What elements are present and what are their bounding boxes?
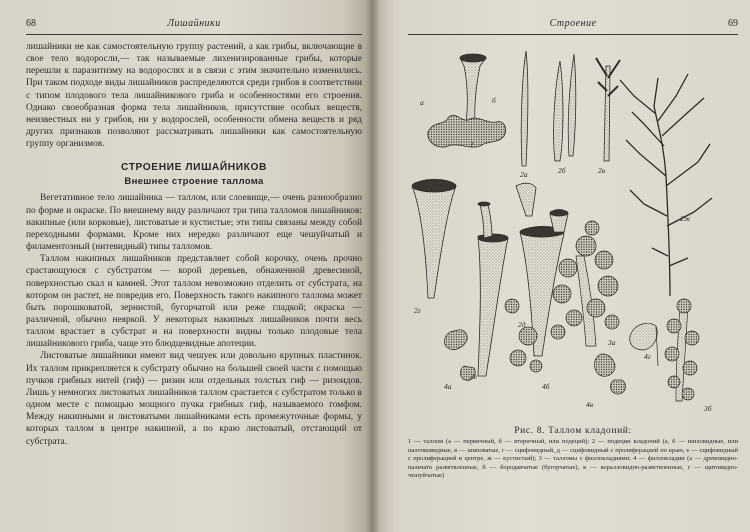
paragraph-thallus-types: Вегетативное тело лишайника — таллом, или слоевище,— очень разнообразно по форме и окраске. По внешнему виду различают три типа талломов лишайников: накипные (или корковые), листоватые и кустистые; эти типы связаны между собой переходными формами. Кроме них нередко различают еще чешуйчатый и филаментозный (нитевидный) типы талломов. [26, 193, 362, 253]
right-page [372, 0, 750, 532]
right-page-header [408, 16, 738, 35]
drawing-2v-podetium [596, 58, 620, 161]
label-4a: 4а [444, 382, 452, 391]
figure-illustration [408, 36, 738, 426]
label-2e: 2е [470, 372, 478, 381]
label-1: 1 [470, 140, 474, 149]
label-3b: 3б [704, 404, 712, 413]
paragraph-crustose: Таллом накипных лишайников представляет собой корочку, очень прочно срастающуюся с субстратом — корой деревьев, обнаженной древесиной, поверхностью скал и камней. Этот таллом невозможно отделить от субстрата, на котором он растет, не повредив его. Поверхность такого накипного таллома может быть порошковатой, зернистой, бугорчатой или реже гладкой; окраска — различной, обычно неяркой. У некоторых накипных лишайников почти весь таллом врастает в субстрат и на поверхности видны только плодовые тела лишайникового гриба, чаще это блюдцевидные апотеции. [26, 254, 362, 350]
label-a: а [420, 98, 424, 107]
paragraph-intro: лишайники не как самостоятельную группу растений, а как грибы, включающие в свое тело водоросли,— так называемые лихенизированные грибы, которые перешли к паразитизму на водорослях и в связи с этим значительно изменились. При таком подходе виды лишайников распределяются среди грибов в соответствии с типом плодового тела лишайникового гриба и особенностями его строения. Однако своеобразная форма тела лишайников, присутствие особых веществ, неизвестных ни у грибов, ни у водорослей, особенности обмена веществ и ряд других признаков позволяют рассматривать лишайники как самостоятельную группу организмов. [26, 42, 362, 150]
label-2v: 2в [598, 166, 606, 175]
section-title: СТРОЕНИЕ ЛИШАЙНИКОВ [121, 162, 267, 174]
label-3a: 3а [608, 338, 616, 347]
drawing-2b-podetium [554, 54, 576, 161]
drawing-2zh-shrubby [620, 74, 712, 296]
book-gutter [366, 0, 380, 532]
right-running-head: Строение [549, 18, 597, 29]
drawing-2g-cup [412, 179, 456, 298]
subsection-title: Внешнее строение таллома [124, 176, 264, 188]
label-4b: 4б [542, 382, 550, 391]
drawing-4v-phyllocladia [595, 354, 626, 394]
figure-caption-body: 1 — таллом (а — первичный, б — вторичный, или подеций); 2 — подеции кладоний (а, б — шиловидные, или палочковидные, в — шиповатые, г — сцифовидный, д — сцифовидный с пролиферацией по краю, е — сцифовидный с пролиферацией в центре, ж — кустистый); 3 — талломы с филлокладиями; 4 — филлокладии (а — древовидно-пальчато разветвленные, б — бородавчатые (бугорчатые), в — коралловидно-разветвленные, г — щитовидно-чешуйчатые) [408, 438, 738, 479]
left-page [0, 0, 372, 532]
left-page-header [26, 16, 362, 35]
label-2g: 2г [414, 306, 421, 315]
figure-cladonia-thallus [408, 36, 738, 426]
paragraph-foliose: Листоватые лишайники имеют вид чешуек или довольно крупных пластинок. Их таллом прикрепляется к субстрату обычно на большей своей части с помощью пучков грибных нитей (гиф) — ризин или отдельных толстых гиф — ризоидов. Лишь у немногих листоватых лишайников таллом срастается с субстратом только в одном месте с помощью мощного пучка грибных гиф, называемого гомфом. Между накипными и листоватыми лишайниками есть промежуточные формы, у которых таллом в центре накипной, а по краю листоватый, отстающий от субстрата. [26, 351, 362, 447]
left-page-number: 68 [26, 18, 36, 29]
label-2a: 2а [520, 170, 528, 179]
label-2zh: 2ж [680, 214, 691, 223]
label-4g: 4г [644, 352, 651, 361]
drawing-3b-phyllocladia [665, 299, 699, 401]
label-2b: 2б [558, 166, 566, 175]
left-running-head: Лишайники [167, 18, 221, 29]
label-4v: 4в [586, 400, 594, 409]
figure-caption-title: Рис. 8. Таллом кладоний: [514, 425, 632, 436]
right-page-number: 69 [728, 18, 738, 29]
label-2d: 2д [518, 320, 526, 329]
drawing-2d-cup [478, 202, 508, 376]
drawing-2a-podetium [521, 51, 528, 166]
label-b: б [492, 96, 496, 105]
